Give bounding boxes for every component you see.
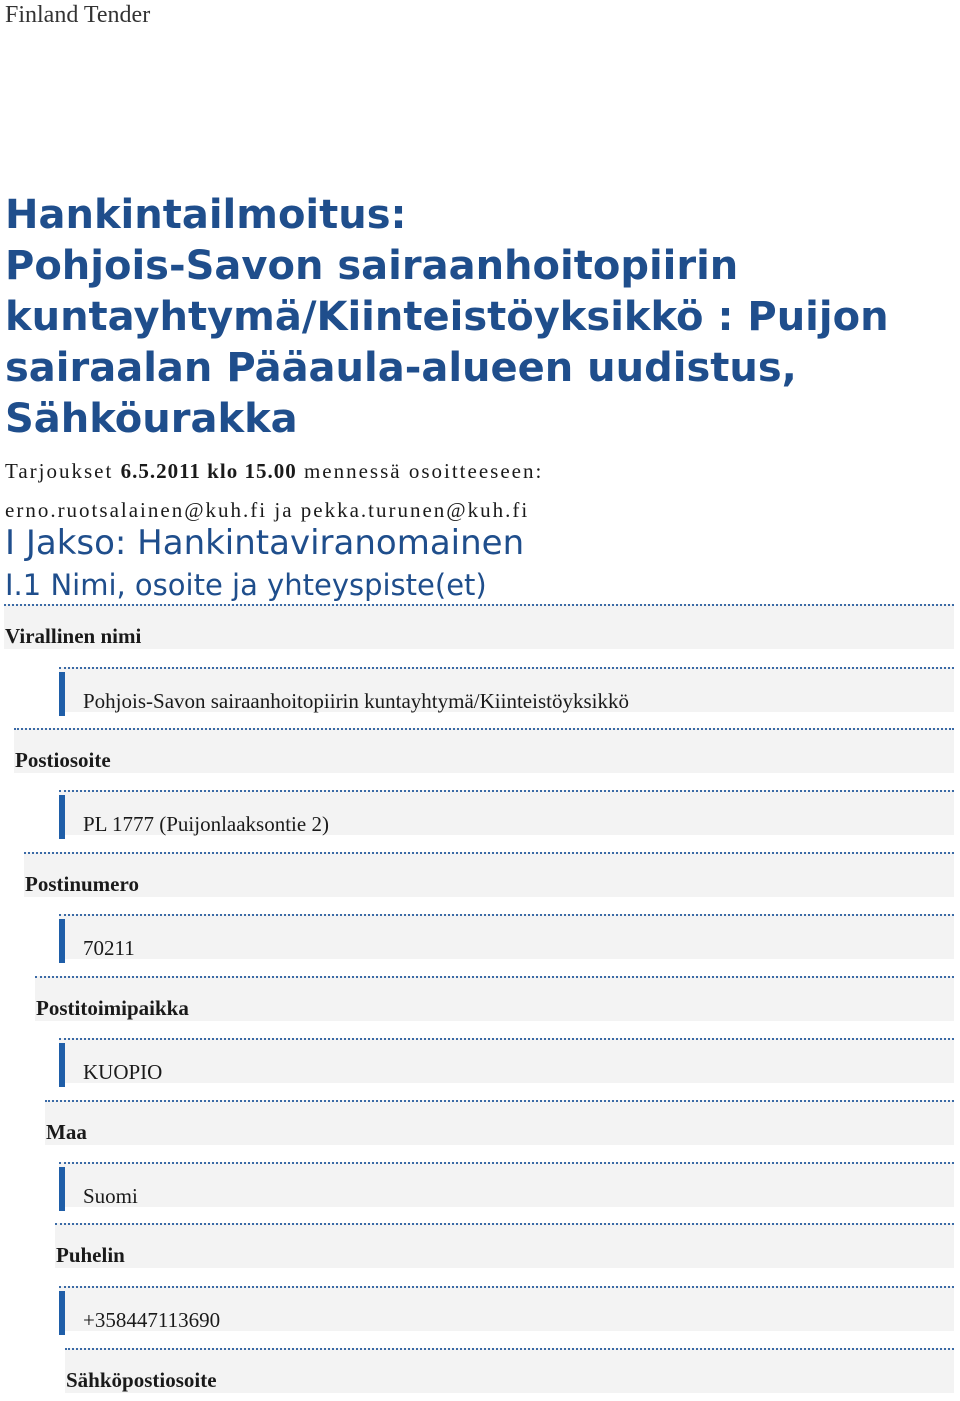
field-label: Maa [46,1120,87,1144]
value-accent-bar [59,1043,65,1087]
deadline-prefix: Tarjoukset [5,459,114,483]
field-value: Pohjois-Savon sairaanhoitopiirin kuntayhtymä/Kiinteistöyksikkö [83,689,629,713]
title-line: kuntayhtymä/Kiinteistöyksikkö : Puijon [5,294,889,340]
field-value: KUOPIO [83,1060,163,1084]
field-label-row [65,1348,954,1393]
field-value: Suomi [83,1184,138,1208]
value-accent-bar [59,1167,65,1211]
field-label-row [4,604,954,649]
field-value-row [59,1286,954,1331]
field-value: 70211 [83,936,135,960]
submission-deadline [5,452,945,530]
field-label: Puhelin [56,1243,125,1267]
field-label: Virallinen nimi [5,624,142,648]
value-accent-bar [59,795,65,839]
field-label-row [14,728,954,773]
field-label-row [45,1100,954,1145]
deadline-suffix: mennessä osoitteeseen: [303,459,544,483]
notice-title [5,190,945,445]
field-label-row [24,852,954,897]
deadline-date: 6.5.2011 klo 15.00 [120,459,297,483]
value-accent-bar [59,1291,65,1335]
field-label: Postinumero [25,872,139,896]
site-name: Finland Tender [5,2,151,28]
title-line: sairaalan Pääaula-alueen uudistus, [5,345,797,391]
field-label: Postiosoite [15,748,111,772]
value-accent-bar [59,919,65,963]
title-line: Hankintailmoitus: [5,192,407,238]
section-heading: I Jakso: Hankintaviranomainen [5,523,525,563]
value-accent-bar [59,672,65,716]
field-value-row [59,790,954,835]
field-label-row [35,976,954,1021]
field-value-row [59,914,954,959]
title-line: Pohjois-Savon sairaanhoitopiirin [5,243,739,289]
field-label-row [55,1223,954,1268]
field-value-row [59,1038,954,1083]
field-label: Sähköpostiosoite [66,1368,217,1392]
field-value-row [59,1162,954,1207]
field-label: Postitoimipaikka [36,996,189,1020]
field-value: PL 1777 (Puijonlaaksontie 2) [83,812,329,836]
title-line: Sähköurakka [5,396,298,442]
section-subheading: I.1 Nimi, osoite ja yhteyspiste(et) [5,568,487,602]
contact-emails: erno.ruotsalainen@kuh.fi ja pekka.turunen@kuh.fi [5,498,530,522]
field-value-row [59,667,954,712]
field-value: +358447113690 [83,1308,221,1332]
